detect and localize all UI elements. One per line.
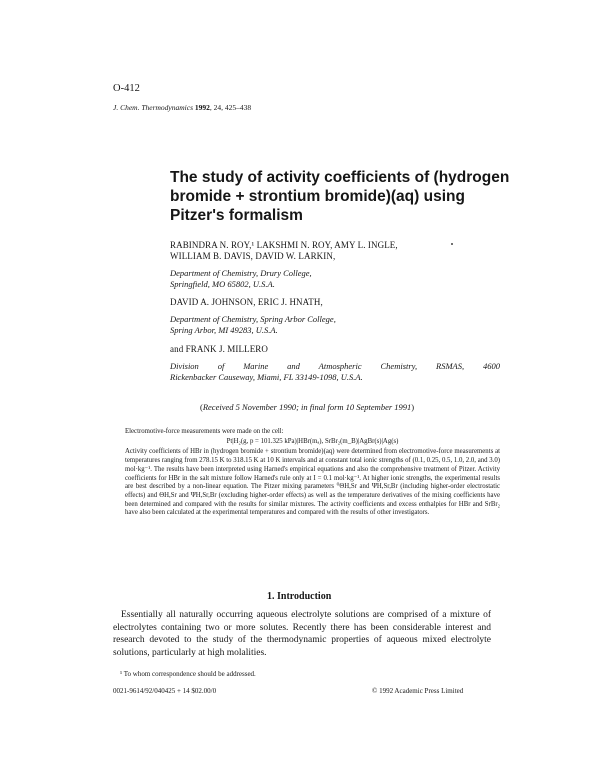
- section-heading-introduction: 1. Introduction: [267, 591, 332, 602]
- abstract-intro: Electromotive-force measurements were made on the cell:: [125, 428, 284, 435]
- affiliation-3-line-2: Rickenbacker Causeway, Miami, FL 33149-1098, U.S.A.: [170, 372, 363, 382]
- affiliation-2-line-1: Department of Chemistry, Spring Arbor College,: [170, 314, 336, 324]
- footer-issn: 0021-9614/92/040425 + 14 $02.00/0: [113, 687, 217, 695]
- journal-citation: [113, 103, 251, 112]
- abstract-cell-equation: Pt|H₂(g, p = 101.325 kPa)|HBr(mₐ), SrBr₂(m_B)|AgBr(s)|Ag(s): [226, 437, 399, 445]
- affiliation-1-line-2: Springfield, MO 65802, U.S.A.: [170, 279, 275, 289]
- document-code: O-412: [113, 83, 140, 94]
- authors-line-1: RABINDRA N. ROY,¹ LAKSHMI N. ROY, AMY L. INGLE,: [170, 240, 398, 250]
- introduction-paragraph: [113, 609, 491, 659]
- received-text: Received 5 November 1990; in final form 10 September 1991: [202, 402, 412, 412]
- speck-mark: [451, 243, 453, 245]
- journal-volume-pages: , 24, 425–438: [209, 103, 252, 112]
- affiliation-1-line-1: Department of Chemistry, Drury College,: [170, 268, 312, 278]
- affiliation-3-line-1: Division of Marine and Atmospheric Chemistry, RSMAS, 4600: [170, 361, 500, 371]
- affiliation-2-line-2: Spring Arbor, MI 49283, U.S.A.: [170, 325, 278, 335]
- footnote: ¹ To whom correspondence should be addressed.: [120, 670, 256, 678]
- authors-group-2: DAVID A. JOHNSON, ERIC J. HNATH,: [170, 297, 323, 307]
- authors-group-3: and FRANK J. MILLERO: [170, 344, 268, 354]
- authors-line-2: WILLIAM B. DAVIS, DAVID W. LARKIN,: [170, 251, 336, 261]
- introduction-text: Essentially all naturally occurring aqueous electrolyte solutions are comprised of a mixture of electrolytes containing two or more solutes. Recently there has been considerable interest and research devoted to the study of the thermodynamic properties of aqueous mixed electrolyte solutions, particularly at high molalities.: [113, 610, 491, 658]
- article-title: The study of activity coefficients of (hydrogen bromide + strontium bromide)(aq) using Pitzer's formalism: [170, 169, 510, 224]
- received-dates: (Received 5 November 1990; in final form 10 September 1991): [200, 402, 415, 412]
- journal-year: 1992: [194, 103, 210, 112]
- footer-copyright: © 1992 Academic Press Limited: [372, 687, 464, 695]
- abstract-body: Activity coefficients of HBr in (hydrogen bromide + strontium bromide)(aq) were determined from electromotive-force measurements at temperatures ranging from 278.15 K to 318.15 K at 10 K intervals and at constant total ionic strengths of (0.1, 0.25, 0.5, 1.0, 2.0, and 3.0) mol·kg⁻¹. The results have been interpreted using Harned's empirical equations and also the comprehensive treatment of Pitzer. Activity coefficients for HBr in the salt mixture follow Harned's rule only at I = 0.1 mol·kg⁻¹. At higher ionic strengths, the experimental results are best described by a non-linear equation. The Pitzer mixing parameters ⁰ΘH,Sr and ΨH,Sr,Br (including higher-order electrostatic effects) and ΘH,Sr and ΨH,Sr,Br (excluding higher-order effects) as well as the temperature derivatives of the mixing coefficients have been determined and compared with the results for similar mixtures. The activity coefficients and excess enthalpies for HBr and SrBr₂ have also been calculated at the experimental temperatures and compared with the results of other investigators.: [125, 448, 500, 517]
- journal-name: J. Chem. Thermodynamics: [113, 103, 193, 112]
- abstract: [125, 428, 500, 518]
